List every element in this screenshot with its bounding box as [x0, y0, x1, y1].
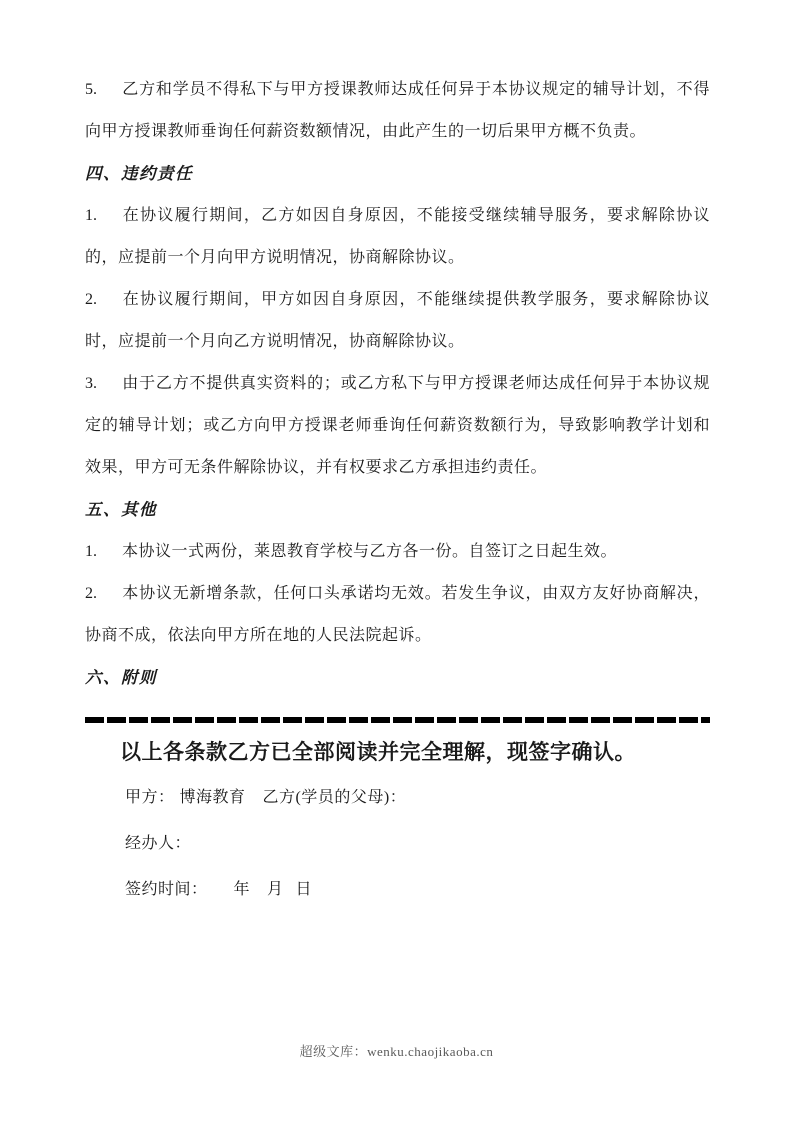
month-label: 月: [267, 881, 284, 898]
signature-block: [85, 775, 710, 913]
clause-number: 5.: [85, 81, 97, 98]
clause-number: 3.: [85, 375, 97, 392]
section-heading-others: 五、其他: [85, 500, 157, 519]
clause-text: 在协议履行期间，乙方如因自身原因，不能接受继续辅导服务，要求解除协议的，应提前一个月向甲方说明情况，协商解除协议。: [85, 207, 710, 266]
handler-label: 经办人：: [125, 835, 192, 852]
contract-clause: [85, 69, 710, 153]
contract-clause: [85, 363, 710, 489]
confirmation-statement: 以上各条款乙方已全部阅读并完全理解，现签字确认。: [120, 740, 636, 764]
watermark-footer: 超级文库：wenku.chaojikaoba.cn: [299, 1044, 494, 1059]
day-label: 日: [295, 881, 313, 898]
contract-body: [85, 69, 710, 913]
handler-line: [125, 821, 710, 867]
contract-clause: [85, 195, 710, 279]
section-heading-supplementary: 六、附则: [85, 668, 157, 687]
signing-date-line: [125, 867, 710, 913]
contract-clause: [85, 279, 710, 363]
contract-clause: [85, 573, 710, 657]
clause-text: 由于乙方不提供真实资料的；或乙方私下与甲方授课老师达成任何异于本协议规定的辅导计划；或乙方向甲方授课老师垂询任何薪资数额行为，导致影响教学计划和效果，甲方可无条件解除协议，并有权要求乙方承担违约责任。: [85, 375, 710, 476]
clause-number: 1.: [85, 207, 97, 224]
party-a-label: 甲方：: [125, 789, 175, 806]
clause-number: 2.: [85, 585, 97, 602]
clause-text: 本协议无新增条款，任何口头承诺均无效。若发生争议，由双方友好协商解决，协商不成，依法向甲方所在地的人民法院起诉。: [85, 585, 710, 644]
party-b-label: 乙方(学员的父母)：: [262, 789, 407, 806]
party-a-value: 博海教育: [179, 789, 246, 806]
clause-text: 本协议一式两份，莱恩教育学校与乙方各一份。自签订之日起生效。: [122, 543, 618, 560]
clause-number: 2.: [85, 291, 97, 308]
clause-number: 1.: [85, 543, 97, 560]
signing-date-label: 签约时间：: [125, 881, 208, 898]
year-label: 年: [233, 881, 251, 898]
clause-text: 乙方和学员不得私下与甲方授课教师达成任何异于本协议规定的辅导计划，不得向甲方授课教师垂询任何薪资数额情况，由此产生的一切后果甲方概不负责。: [85, 81, 710, 140]
contract-clause: [85, 531, 710, 573]
section-heading-breach-liability: 四、违约责任: [85, 164, 193, 183]
clause-text: 在协议履行期间，甲方如因自身原因，不能继续提供教学服务，要求解除协议时，应提前一个月向乙方说明情况，协商解除协议。: [85, 291, 710, 350]
dashed-divider-line: [85, 717, 710, 723]
signature-parties-line: [125, 775, 710, 821]
